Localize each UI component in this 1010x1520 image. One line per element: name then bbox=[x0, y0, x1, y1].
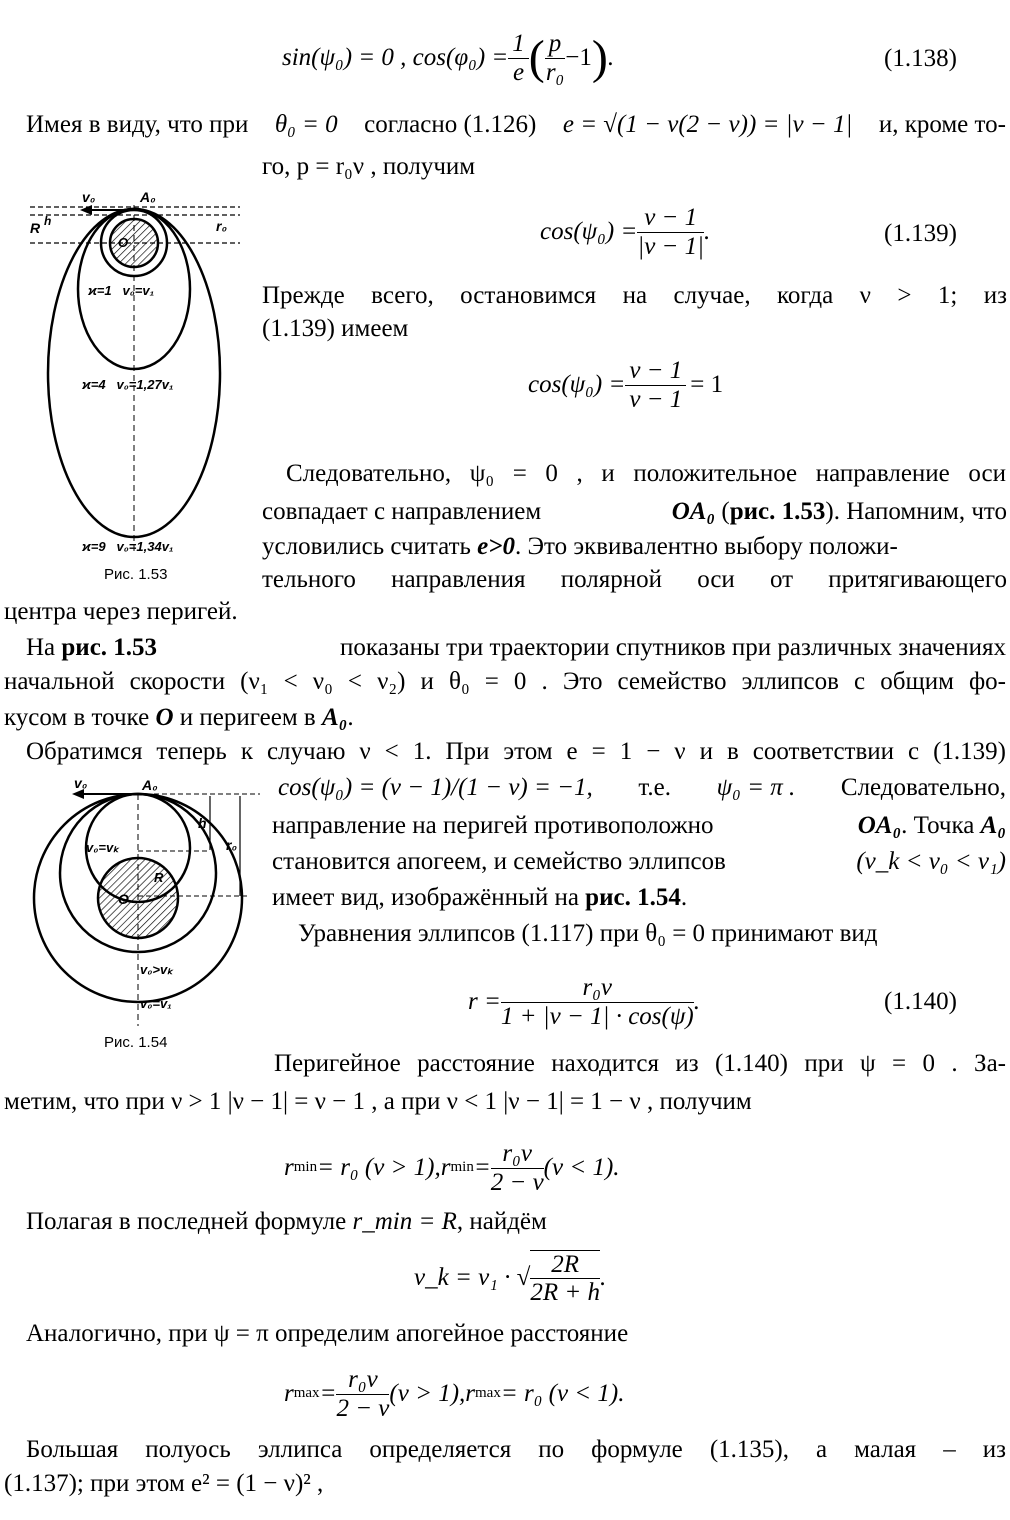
text-fragment: и перигеем в bbox=[179, 704, 316, 731]
curve-label: v₀=v₁ bbox=[140, 996, 172, 1011]
numerator: ν − 1 bbox=[625, 357, 686, 386]
label-r: R bbox=[154, 870, 164, 885]
text-line bbox=[26, 111, 1006, 139]
math-inline: cos(ψ₀) = (ν − 1)/(1 − ν) = −1, bbox=[278, 774, 593, 801]
math-inline: A₀ bbox=[980, 812, 1006, 839]
equation-lhs: cos(ψ₀) = bbox=[528, 370, 626, 398]
text-line: Перигейное расстояние находится из (1.140) при ψ = 0 . За- bbox=[274, 1050, 1006, 1077]
text-fragment: показаны три траектории спутников при различных значениях bbox=[339, 634, 1006, 661]
subscript: max bbox=[475, 1385, 501, 1402]
label-h: h bbox=[198, 815, 207, 831]
text-line bbox=[278, 774, 1006, 802]
text-line bbox=[272, 812, 1006, 840]
fraction bbox=[491, 1140, 544, 1196]
text-line: тельного направления полярной оси от притягивающего bbox=[262, 566, 1007, 593]
equation-rmax bbox=[284, 1354, 625, 1434]
text-line: Прежде всего, остановимся на случае, когда ν > 1; из bbox=[262, 282, 1007, 309]
text-fragment: . bbox=[680, 884, 688, 911]
text-fragment: Имея в виду, что при bbox=[26, 111, 249, 138]
fraction bbox=[501, 974, 694, 1030]
text-line bbox=[262, 498, 1007, 526]
denominator: e bbox=[512, 58, 525, 86]
curve-label: v₀>vₖ bbox=[140, 962, 173, 977]
equation-1-139 bbox=[540, 192, 710, 272]
r-symbol: r bbox=[465, 1379, 476, 1407]
text-fragment: направление на перигей противоположно bbox=[272, 812, 714, 839]
label-o: O bbox=[118, 235, 129, 250]
text-fragment: Полагая в последней формуле bbox=[26, 1208, 347, 1235]
text-fragment: становится апогеем, и семейство эллипсов bbox=[272, 848, 726, 875]
text-fragment: ). Напомним, что bbox=[825, 498, 1007, 525]
text-line: го, p = r₀ν , получим bbox=[262, 153, 476, 180]
text-line bbox=[4, 704, 354, 733]
subscript: max bbox=[293, 1385, 320, 1402]
numerator: r₀ν bbox=[491, 1140, 544, 1169]
equation-part: = bbox=[473, 1153, 491, 1181]
text-fragment: согласно (1.126) bbox=[364, 111, 537, 138]
fraction bbox=[625, 357, 686, 413]
label-r: R bbox=[30, 220, 41, 236]
label-r0: r₀ bbox=[216, 218, 227, 234]
equation-number: (1.140) bbox=[884, 988, 957, 1015]
math-inline: e>0 bbox=[477, 533, 516, 560]
text-line: (1.139) имеем bbox=[262, 315, 409, 342]
label-a0: A₀ bbox=[142, 777, 158, 793]
label-r0: r₀ bbox=[226, 837, 237, 853]
math-inline: r_min = R bbox=[352, 1208, 457, 1235]
period: . bbox=[693, 987, 700, 1015]
numerator: p bbox=[545, 30, 566, 59]
math-inline: O bbox=[155, 704, 174, 731]
text-fragment: совпадает с направлением bbox=[262, 498, 542, 525]
text-fragment: . Точка bbox=[901, 812, 975, 839]
text-fragment: Следовательно, bbox=[840, 774, 1006, 801]
equation-1-140 bbox=[468, 962, 700, 1042]
text-line bbox=[26, 1208, 547, 1237]
math-inline: θ₀ = 0 bbox=[274, 111, 338, 138]
text-line bbox=[272, 848, 1006, 876]
text-line: Уравнения эллипсов (1.117) при θ₀ = 0 принимают вид bbox=[298, 920, 878, 947]
curve-label: ϰ=4 v₀=1,27v₁ bbox=[82, 377, 174, 392]
math-inline: OA₀ bbox=[857, 812, 902, 839]
fraction-1-over-e bbox=[508, 30, 529, 86]
numerator: ν − 1 bbox=[637, 204, 704, 233]
text-fragment: и, кроме то- bbox=[878, 111, 1006, 138]
r-symbol: r bbox=[284, 1153, 294, 1181]
text-fragment: т.е. bbox=[638, 774, 672, 801]
figure-reference: рис. 1.54 bbox=[585, 884, 681, 911]
figure-caption: Рис. 1.54 bbox=[104, 1034, 168, 1051]
denominator: 2 − ν bbox=[490, 1168, 544, 1196]
equation-lhs: r = bbox=[468, 987, 501, 1015]
math-inline: ψ₀ = π . bbox=[716, 774, 796, 801]
equation-part: (ν < 1). bbox=[543, 1153, 620, 1181]
figure-reference: рис. 1.53 bbox=[729, 498, 826, 525]
numerator: 1 bbox=[508, 30, 529, 59]
text-line: начальной скорости (ν₁ < ν₀ < ν₂) и θ₀ = 0 . Это семейство эллипсов с общим фо- bbox=[4, 668, 1006, 695]
curve-label: v₀=vₖ bbox=[86, 840, 119, 855]
math-inline: e = √(1 − ν(2 − ν)) = |ν − 1| bbox=[562, 111, 853, 138]
equation-part: = r₀ (ν < 1). bbox=[500, 1379, 625, 1407]
text-fragment: На bbox=[26, 634, 56, 661]
label-o: O bbox=[118, 891, 129, 907]
period: . bbox=[599, 1263, 607, 1291]
subscript: min bbox=[450, 1159, 474, 1176]
numerator: r₀ν bbox=[336, 1366, 389, 1395]
label-a0: A₀ bbox=[140, 189, 156, 205]
text-fragment: , найдём bbox=[456, 1208, 547, 1235]
period: . bbox=[704, 217, 711, 245]
equation-lhs: sin(ψ₀) = 0 , cos(φ₀) = bbox=[282, 43, 509, 71]
text-line bbox=[272, 884, 687, 913]
fraction bbox=[637, 204, 704, 260]
text-line: Обратимся теперь к случаю ν < 1. При этом e = 1 − ν и в соответствии с (1.139) bbox=[26, 738, 1006, 765]
text-fragment: условились считать bbox=[262, 533, 471, 560]
figure-reference: рис. 1.53 bbox=[61, 634, 158, 661]
period: . bbox=[607, 43, 615, 71]
math-inline: OA₀ bbox=[671, 498, 716, 525]
fraction-p-over-r0 bbox=[545, 30, 566, 86]
text-line bbox=[26, 634, 1006, 663]
curve-label: ϰ=9 v₀=1,34v₁ bbox=[82, 539, 174, 554]
text-line: метим, что при ν > 1 |ν − 1| = ν − 1 , а при ν < 1 |ν − 1| = 1 − ν , получим bbox=[4, 1088, 752, 1115]
figure-1-54 bbox=[30, 776, 270, 1031]
equation-1-138 bbox=[282, 18, 614, 98]
text-fragment: имеет вид, изображённый на bbox=[272, 884, 579, 911]
fraction bbox=[530, 1250, 600, 1307]
denominator: r₀ bbox=[545, 58, 565, 86]
equation-part: = bbox=[319, 1379, 337, 1407]
figure-caption: Рис. 1.53 bbox=[104, 566, 168, 583]
label-h: h bbox=[44, 214, 52, 228]
equation-lhs: cos(ψ₀) = bbox=[540, 217, 638, 245]
equation-vk bbox=[414, 1240, 606, 1316]
denominator: 2 − ν bbox=[336, 1394, 390, 1422]
minus-one: −1 bbox=[565, 43, 592, 71]
text-line: Следовательно, ψ₀ = 0 , и положительное направление оси bbox=[286, 460, 1006, 487]
denominator: 1 + |ν − 1| · cos(ψ) bbox=[500, 1002, 694, 1030]
subscript: min bbox=[293, 1159, 318, 1176]
earth-circle bbox=[98, 858, 178, 938]
paren-close: ) bbox=[591, 31, 608, 84]
text-line bbox=[262, 533, 898, 562]
text-line: Большая полуось эллипса определяется по формуле (1.135), а малая – из bbox=[26, 1436, 1006, 1463]
equation-number: (1.138) bbox=[884, 45, 957, 72]
equation-rmin bbox=[284, 1128, 620, 1208]
denominator: 2R + h bbox=[530, 1279, 600, 1306]
fraction bbox=[336, 1366, 389, 1422]
text-line: Аналогично, при ψ = π определим апогейное расстояние bbox=[26, 1320, 629, 1347]
numerator: 2R bbox=[530, 1251, 600, 1280]
math-inline: (ν_k < ν₀ < ν₁) bbox=[856, 848, 1006, 875]
numerator: r₀ν bbox=[501, 974, 694, 1003]
math-inline: A₀ bbox=[321, 704, 348, 731]
figure-1-53 bbox=[20, 185, 250, 560]
label-v0: v₀ bbox=[82, 189, 96, 205]
equation-rhs: = 1 bbox=[690, 370, 724, 398]
r-symbol: r bbox=[284, 1379, 294, 1407]
equation-part: (ν > 1), bbox=[389, 1379, 466, 1407]
text-fragment: . bbox=[347, 704, 354, 731]
paren-open: ( bbox=[528, 31, 545, 84]
text-line: (1.137); при этом e² = (1 − ν)² , bbox=[4, 1470, 324, 1497]
text-fragment: . Это эквивалентно выбору положи- bbox=[515, 533, 898, 560]
equation-cos-equals-1 bbox=[528, 345, 723, 425]
text-line: центра через перигей. bbox=[4, 598, 238, 625]
r-symbol: r bbox=[440, 1153, 451, 1181]
denominator: |ν − 1| bbox=[637, 232, 705, 260]
denominator: ν − 1 bbox=[629, 385, 683, 413]
equation-lhs: ν_k = ν₁ · √ bbox=[414, 1263, 531, 1291]
text-fragment: кусом в точке bbox=[4, 704, 150, 731]
curve-label: ϰ=1 v₀=v₁ bbox=[88, 283, 155, 298]
text-fragment: ( bbox=[721, 498, 730, 525]
equation-part: = r₀ (ν > 1), bbox=[317, 1153, 441, 1181]
equation-number: (1.139) bbox=[884, 220, 957, 247]
label-v0: v₀ bbox=[74, 776, 88, 791]
